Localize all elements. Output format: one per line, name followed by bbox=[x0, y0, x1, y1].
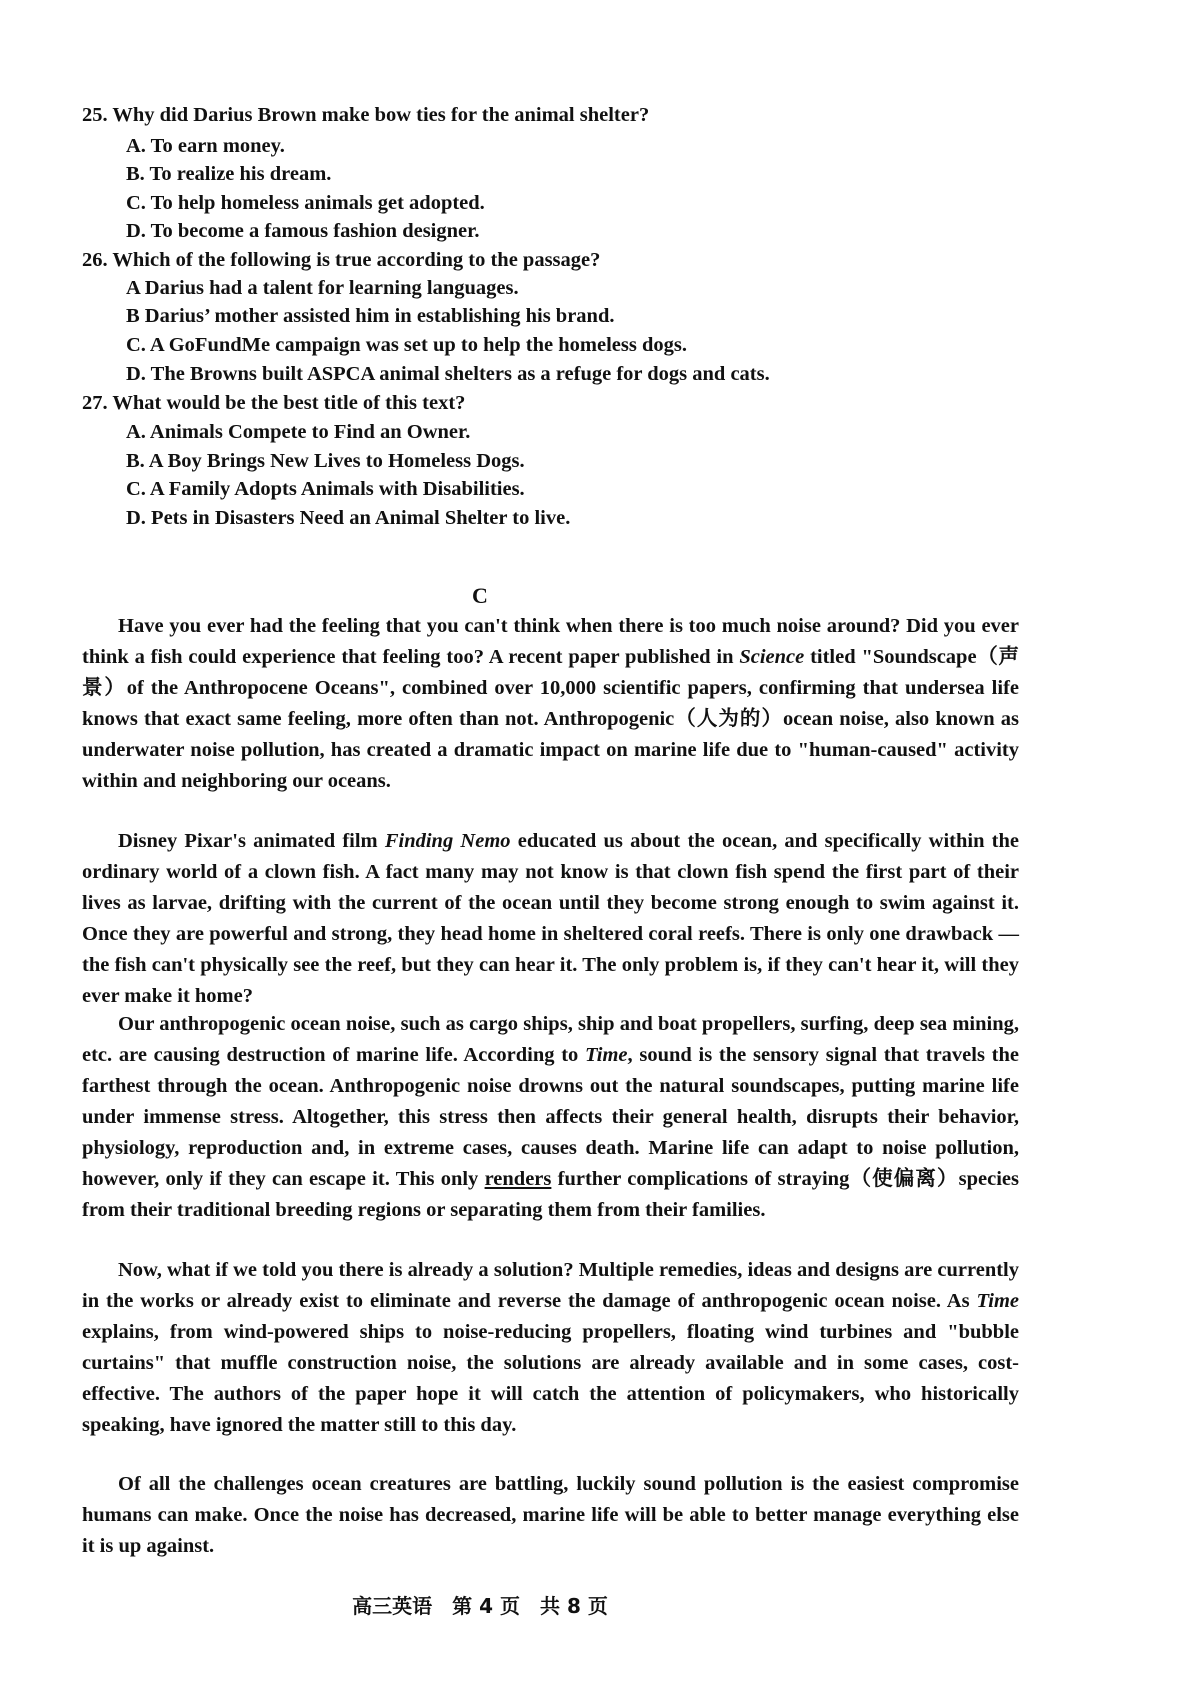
question-25-option-d: D. To become a famous fashion designer. bbox=[126, 220, 480, 242]
question-26-stem: 26. Which of the following is true according to the passage? bbox=[82, 249, 601, 271]
p1-journal-title: Science bbox=[739, 646, 805, 668]
p1-text-a: Have you ever had the feeling that you can't think when there is too much noise around? Did you ever think a fish could experience that feeling too? A recent paper published in bbox=[82, 615, 1019, 668]
p4-magazine-title: Time bbox=[976, 1290, 1019, 1312]
question-26-option-b: B Darius’ mother assisted him in establishing his brand. bbox=[126, 305, 615, 327]
question-26-option-d: D. The Browns built ASPCA animal shelters as a refuge for dogs and cats. bbox=[126, 363, 770, 385]
question-25-option-b: B. To realize his dream. bbox=[126, 163, 332, 185]
p1-text-b: titled "Soundscape（声 景）of the Anthropocene Oceans", combined over 10,000 scientific papers, confirming that undersea life knows that exact same feeling, more often than not. Anthropogenic（人为的）ocean noise, also known as underwater noise pollution, has created a dramatic impact on marine life due to "human-caused" activity within and neighboring our oceans. bbox=[82, 646, 1019, 792]
p3-text-c: further complications of straying（使偏离）species from their traditional breeding regions or separating them from their families. bbox=[82, 1168, 1019, 1221]
question-27-option-c: C. A Family Adopts Animals with Disabilities. bbox=[126, 478, 525, 500]
question-27-stem: 27. What would be the best title of this text? bbox=[82, 392, 466, 414]
p3-underlined-word: renders bbox=[484, 1168, 552, 1190]
passage-paragraph-1 bbox=[82, 611, 1019, 797]
passage-paragraph-5: Of all the challenges ocean creatures are battling, luckily sound pollution is the easiest compromise humans can make. Once the noise has decreased, marine life will be able to better manage everything else it is up against. bbox=[82, 1473, 1019, 1557]
passage-paragraph-4 bbox=[82, 1255, 1019, 1441]
p3-text-b: , sound is the sensory signal that travels the farthest through the ocean. Anthropogenic noise drowns out the natural soundscapes, putting marine life under immense stress. Altogether, this stress then affects their general health, disrupts their behavior, physiology, reproduction and, in extreme cases, causes death. Marine life can adapt to noise pollution, however, only if they can escape it. This only bbox=[82, 1044, 1019, 1190]
question-25-stem: 25. Why did Darius Brown make bow ties for the animal shelter? bbox=[82, 104, 650, 126]
p3-magazine-title: Time bbox=[585, 1044, 628, 1066]
p4-text-b: explains, from wind-powered ships to noise-reducing propellers, floating wind turbines and "bubble curtains" that muffle construction noise, the solutions are already available and in some cases, cost- effective. The authors of the paper hope it will catch the attention of policymakers, who historically speaking, have ignored the matter still to this day. bbox=[82, 1321, 1019, 1436]
passage-paragraph-2 bbox=[82, 826, 1019, 1012]
p2-film-title: Finding Nemo bbox=[384, 830, 511, 852]
question-26-option-c: C. A GoFundMe campaign was set up to help the homeless dogs. bbox=[126, 334, 687, 356]
section-label: C bbox=[472, 583, 488, 608]
p2-text-a: Disney Pixar's animated film bbox=[118, 830, 385, 852]
p4-text-a: Now, what if we told you there is already a solution? Multiple remedies, ideas and designs are currently in the works or already exist to eliminate and reverse the damage of anthropogenic ocean noise. As bbox=[82, 1259, 1019, 1312]
question-27-option-d: D. Pets in Disasters Need an Animal Shelter to live. bbox=[126, 507, 571, 529]
p3-text-a: Our anthropogenic ocean noise, such as cargo ships, ship and boat propellers, surfing, deep sea mining, etc. are causing destruction of marine life. According to bbox=[82, 1013, 1019, 1066]
question-26-option-a: A Darius had a talent for learning languages. bbox=[126, 277, 519, 299]
passage-paragraph-3 bbox=[82, 1009, 1019, 1226]
question-25-option-c: C. To help homeless animals get adopted. bbox=[126, 192, 485, 214]
question-27-option-a: A. Animals Compete to Find an Owner. bbox=[126, 421, 471, 443]
question-25-option-a: A. To earn money. bbox=[126, 135, 285, 157]
page-footer: 高三英语 第 4 页 共 8 页 bbox=[352, 1594, 608, 1618]
p2-text-b: educated us about the ocean, and specifically within the ordinary world of a clown fish. A fact many may not know is that clown fish spend the first part of their lives as larvae, drifting with the current of the ocean until they become strong enough to swim against it. Once they are powerful and strong, they head home in sheltered coral reefs. There is only one drawback — the fish can't physically see the reef, but they can hear it. The only problem is, if they can't hear it, will they ever make it home? bbox=[82, 830, 1020, 1007]
question-27-option-b: B. A Boy Brings New Lives to Homeless Dogs. bbox=[126, 450, 525, 472]
